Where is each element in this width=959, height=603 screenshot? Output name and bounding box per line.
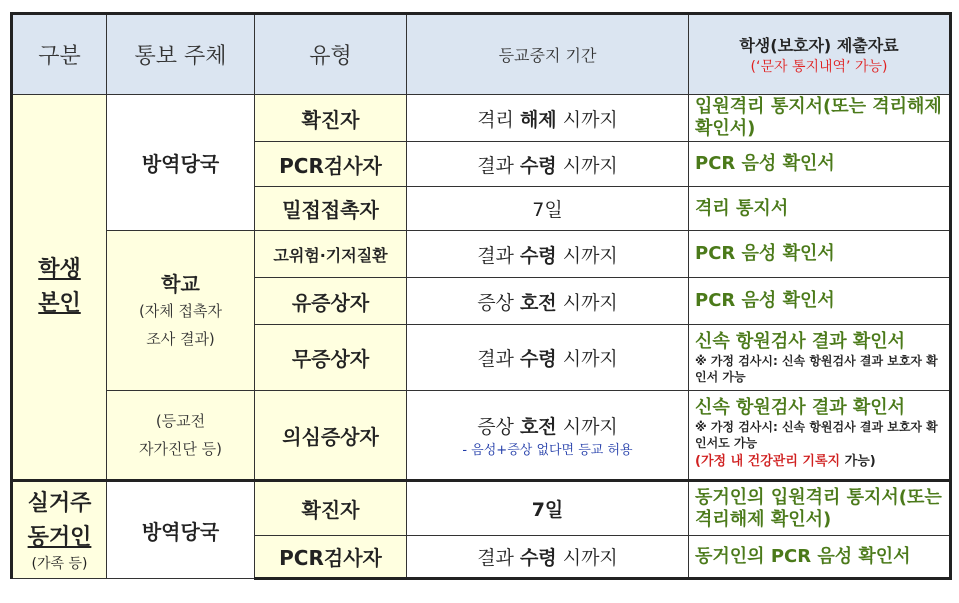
period-cell: 결과 수령 시까지 (407, 325, 689, 391)
header-period: 등교중지 기간 (407, 14, 689, 95)
school-attendance-table (10, 12, 952, 580)
org-self-check-line2: 자가진단 등) (138, 440, 223, 458)
document-cell: 격리 통지서 (689, 187, 951, 231)
category-student-line1: 학생 (38, 257, 81, 282)
table-row (12, 231, 951, 278)
org-school (107, 231, 255, 391)
header-documents-title: 학생(보호자) 제출자료 (739, 36, 899, 55)
category-student (12, 95, 107, 481)
period-main: 증상 호전 시까지 (477, 416, 618, 438)
category-housemate-sub: (가족 등) (31, 556, 88, 572)
type-cell: 확진자 (255, 95, 407, 142)
document-cell: PCR 음성 확인서 (689, 142, 951, 187)
table-row (12, 391, 951, 481)
period-cell: 결과 수령 시까지 (407, 231, 689, 278)
type-cell: 고위험·기저질환 (255, 231, 407, 278)
category-student-line2: 본인 (38, 291, 81, 316)
document-main: 신속 항원검사 결과 확인서 (695, 330, 906, 352)
document-cell: 입원격리 통지서(또는 격리해제 확인서) (689, 95, 951, 142)
document-cell (689, 325, 951, 391)
document-cell: PCR 음성 확인서 (689, 278, 951, 325)
type-cell: PCR검사자 (255, 142, 407, 187)
type-cell: PCR검사자 (255, 536, 407, 579)
type-cell: 유증상자 (255, 278, 407, 325)
document-cell: 동거인의 PCR 음성 확인서 (689, 536, 951, 579)
category-housemate-line2: 동거인 (27, 525, 92, 550)
table-row (12, 481, 951, 536)
period-note: - 음성+증상 없다면 등교 허용 (462, 443, 633, 458)
document-cell (689, 391, 951, 481)
org-self-check-line1: (등교전 (155, 412, 206, 430)
document-main: 신속 항원검사 결과 확인서 (695, 397, 906, 418)
org-health-authority-label: 방역당국 (141, 152, 220, 176)
document-red-note: (가정 내 건강관리 기록지 가능) (695, 454, 876, 469)
org-health-authority-2-label: 방역당국 (141, 519, 220, 544)
header-type: 유형 (255, 14, 407, 95)
header-row (12, 14, 951, 95)
document-note: ※ 가정 검사시: 신속 항원검사 결과 보호자 확인서 가능 (695, 353, 938, 384)
table-row (12, 95, 951, 142)
type-cell: 확진자 (255, 481, 407, 536)
type-cell: 의심증상자 (255, 391, 407, 481)
type-cell: 무증상자 (255, 325, 407, 391)
period-cell: 증상 호전 시까지 (407, 278, 689, 325)
category-housemate-line1: 실거주 (27, 491, 92, 516)
org-school-label: 학교 (161, 272, 200, 296)
period-cell: 7일 (407, 481, 689, 536)
header-documents (689, 14, 951, 95)
header-category: 구분 (12, 14, 107, 95)
category-housemate (12, 481, 107, 579)
period-cell: 결과 수령 시까지 (407, 142, 689, 187)
header-documents-sub: (‘문자 통지내역’ 가능) (750, 59, 888, 75)
period-cell: 격리 해제 시까지 (407, 95, 689, 142)
org-school-sub2: 조사 결과) (146, 330, 215, 348)
document-note: ※ 가정 검사시: 신속 항원검사 결과 보호자 확인서도 가능 (695, 420, 938, 450)
period-cell: 7일 (407, 187, 689, 231)
org-health-authority-2 (107, 481, 255, 579)
org-self-check (107, 391, 255, 481)
document-cell: 동거인의 입원격리 통지서(또는 격리해제 확인서) (689, 481, 951, 536)
type-cell: 밀접접촉자 (255, 187, 407, 231)
document-cell: PCR 음성 확인서 (689, 231, 951, 278)
org-school-sub1: (자체 접촉자 (138, 302, 223, 320)
org-health-authority (107, 95, 255, 231)
period-cell: 결과 수령 시까지 (407, 536, 689, 579)
period-cell (407, 391, 689, 481)
header-notifier: 통보 주체 (107, 14, 255, 95)
